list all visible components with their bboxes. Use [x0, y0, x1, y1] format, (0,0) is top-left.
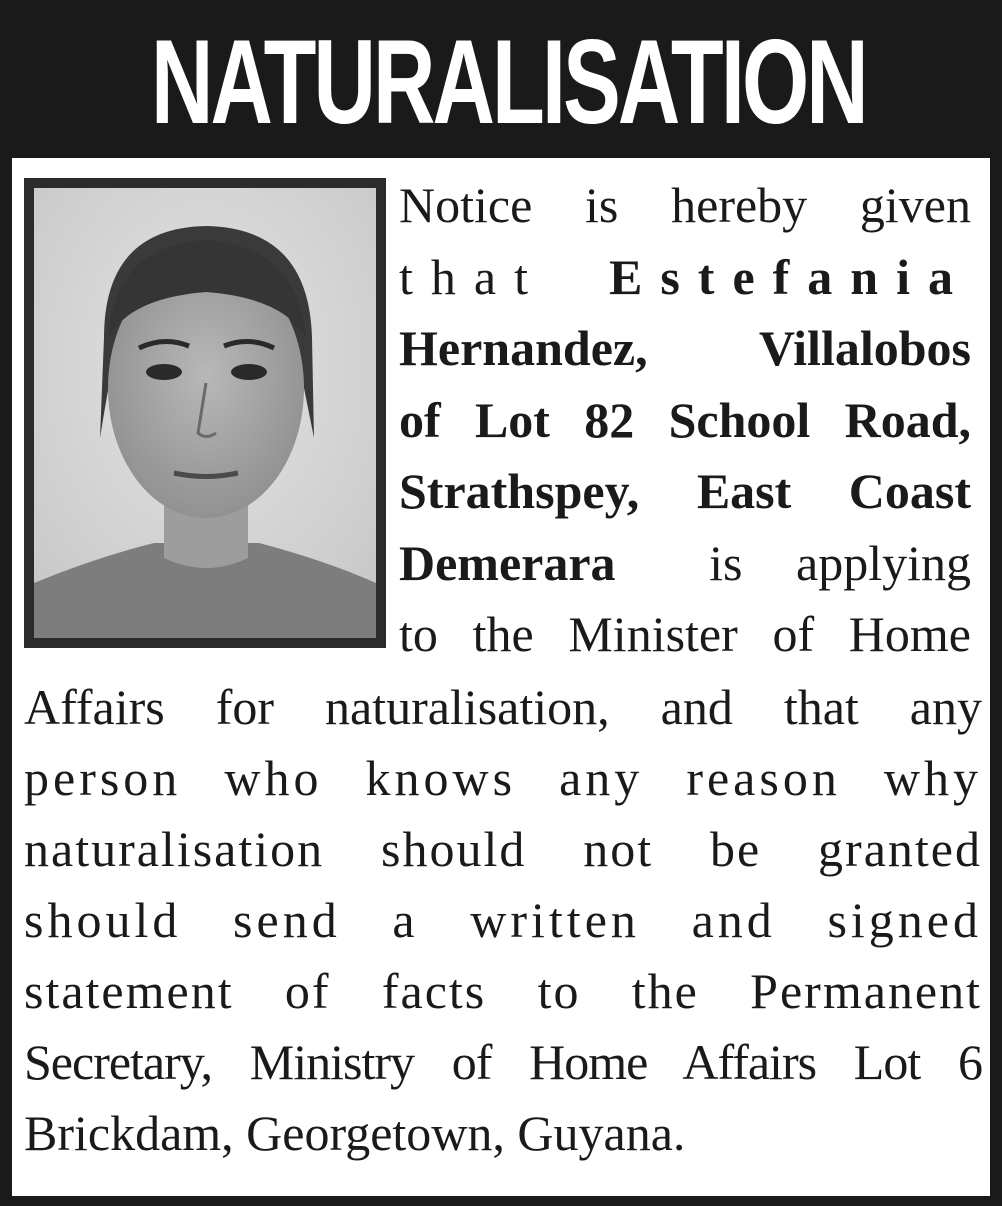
notice-text-top [399, 170, 971, 671]
notice-line-11: should send a written and signed [24, 892, 982, 948]
notice-line-7: to the Minister of Home [399, 606, 971, 662]
notice-line-13: Secretary, Ministry of Home Affairs Lot 6 [24, 1034, 982, 1090]
applicant-photo [34, 188, 376, 638]
notice-line-2: that Estefania [399, 248, 971, 305]
notice-line-10: naturalisation should not be granted [24, 821, 982, 877]
notice-line-1: Notice is hereby given [399, 177, 971, 233]
notice-panel [12, 158, 990, 1196]
applicant-first-name: Estefania [609, 248, 971, 305]
notice-line-12: statement of facts to the Permanent [24, 963, 982, 1019]
notice-line-6: Demerara is applying [399, 534, 971, 591]
notice-line-9: person who knows any reason why [24, 750, 982, 806]
notice-line-4: of Lot 82 School Road, [399, 391, 971, 448]
notice-line-8: Affairs for naturalisation, and that any [24, 679, 982, 735]
portrait-image [34, 188, 376, 638]
notice-text-bottom [24, 672, 982, 1169]
notice-line-5: Strathspey, East Coast [399, 463, 971, 519]
page-title: NATURALISATION [12, 8, 990, 156]
notice-line-3: Hernandez, Villalobos [399, 320, 971, 376]
notice-line-14: Brickdam, Georgetown, Guyana. [24, 1105, 686, 1161]
photo-frame [24, 178, 386, 648]
